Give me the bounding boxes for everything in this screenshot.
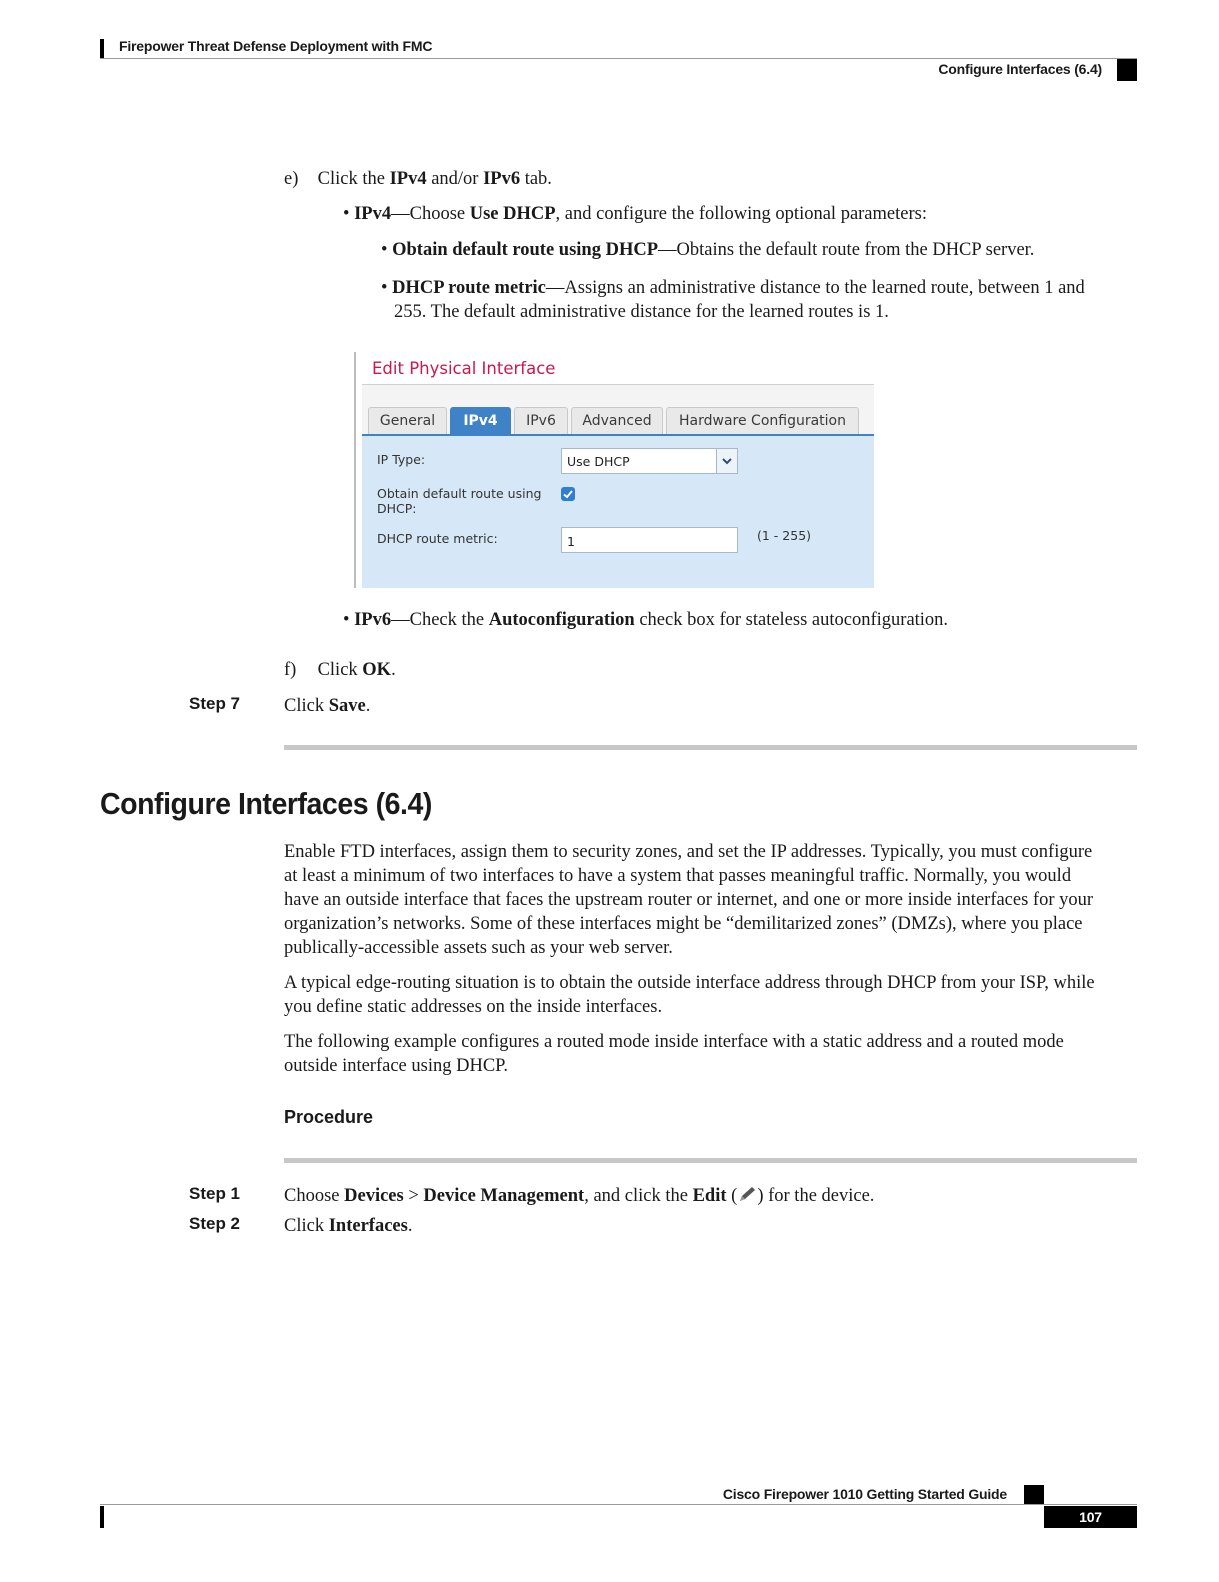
dhcp-route-metric-label: DHCP route metric: (377, 531, 498, 546)
step-7-text: Click Save. (284, 696, 371, 716)
step-f: f) Click OK. (284, 660, 396, 680)
checkmark-icon (561, 487, 575, 501)
sub-bullet-dhcp-route-metric-cont: 255. The default administrative distance for the learned routes is 1. (394, 302, 889, 322)
ip-type-label: IP Type: (377, 452, 426, 467)
tab-advanced[interactable]: Advanced (571, 407, 663, 435)
header-rule (100, 58, 1137, 59)
dialog-title: Edit Physical Interface (372, 359, 556, 378)
dhcp-route-metric-value: 1 (567, 534, 575, 549)
ipv4-bullet: • IPv4—Choose Use DHCP, and configure the following optional parameters: (343, 204, 927, 224)
step-2-label: Step 2 (189, 1214, 241, 1233)
step-e-marker: e) (284, 169, 299, 189)
header-section-title: Configure Interfaces (6.4) (938, 61, 1102, 77)
procedure-heading: Procedure (284, 1107, 374, 1127)
ip-type-select[interactable] (561, 448, 738, 474)
step-1-label: Step 1 (189, 1184, 241, 1203)
tab-ipv6[interactable]: IPv6 (514, 407, 568, 435)
header-left-bar (100, 39, 104, 59)
footer-black-block (1024, 1485, 1044, 1505)
dhcp-route-metric-input[interactable] (561, 527, 738, 553)
edge-routing-paragraph: A typical edge-routing situation is to obtain the outside interface address through DHCP from your ISP, while you define static addresses on the inside interfaces. (284, 973, 1095, 1017)
step-end-rule (284, 745, 1137, 750)
footer-left-bar (100, 1506, 104, 1528)
header-right-block (1117, 59, 1137, 81)
intro-paragraph: Enable FTD interfaces, assign them to security zones, and set the IP addresses. Typically, you must configure at least a minimum of two interfaces to have a system that passes meaningful traffic. Normally, you would have an outside interface that faces the upstream router or internet, and one or more inside interfaces for your organization’s networks. Some of these interfaces might be “demilitarized zones” (DMZs), where you place publically-accessible assets such as your web server. (284, 842, 1094, 958)
page-number: 107 (1044, 1506, 1137, 1528)
ip-type-value: Use DHCP (567, 454, 630, 469)
ipv6-bullet: • IPv6—Check the Autoconfiguration check box for stateless autoconfiguration. (343, 610, 949, 630)
obtain-default-route-label-cont: DHCP: (377, 501, 417, 516)
obtain-default-route-label: Obtain default route using (377, 486, 542, 501)
sub-bullet-obtain-default-route: • Obtain default route using DHCP—Obtains the default route from the DHCP server. (381, 240, 1035, 260)
footer-rule (100, 1504, 1137, 1505)
step-7-label: Step 7 (189, 694, 241, 713)
tab-hardware-configuration[interactable]: Hardware Configuration (666, 407, 859, 435)
section-title: Configure Interfaces (6.4) (100, 786, 432, 821)
step-1-text: Choose Devices > Device Management, and click the Edit ( ) for the device. (284, 1186, 875, 1206)
step-2-text: Click Interfaces. (284, 1216, 413, 1236)
footer-guide-title: Cisco Firepower 1010 Getting Started Guide (722, 1486, 1007, 1502)
step-e: e) Click the IPv4 and/or IPv6 tab. (284, 169, 552, 189)
example-paragraph: The following example configures a routed mode inside interface with a static address and a routed mode outside interface using DHCP. (284, 1032, 1064, 1076)
chevron-down-icon[interactable] (716, 449, 737, 473)
tab-ipv4[interactable]: IPv4 (450, 407, 511, 435)
header-book-title: Firepower Threat Defense Deployment with FMC (119, 38, 433, 54)
dialog-left-border (354, 352, 356, 588)
pencil-icon (737, 1185, 757, 1203)
procedure-rule (284, 1158, 1137, 1163)
obtain-default-route-checkbox[interactable] (561, 487, 575, 501)
tab-general[interactable]: General (368, 407, 447, 435)
sub-bullet-dhcp-route-metric: • DHCP route metric—Assigns an administrative distance to the learned route, between 1 and (381, 278, 1085, 298)
dhcp-route-metric-range: (1 - 255) (757, 528, 812, 543)
